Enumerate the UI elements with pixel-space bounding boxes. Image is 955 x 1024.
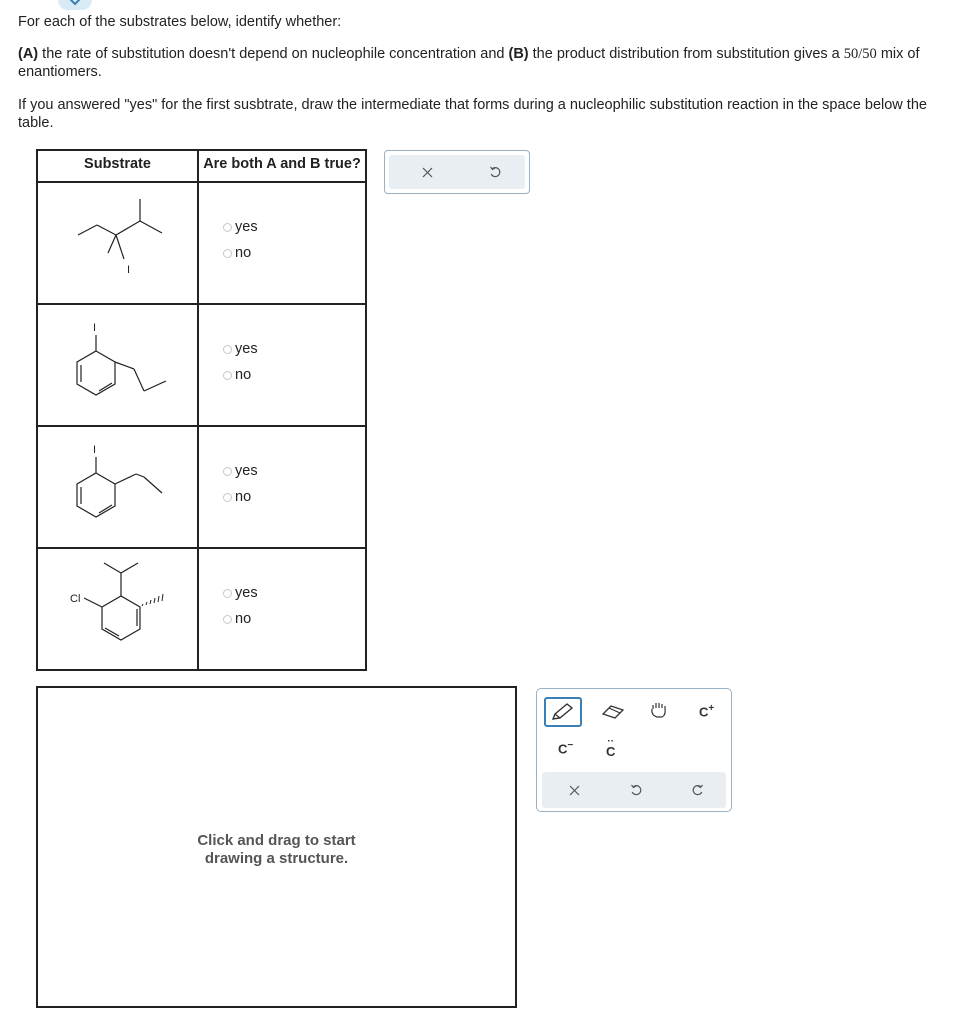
clear-drawing-button[interactable] bbox=[566, 782, 582, 798]
undo-drawing-button[interactable] bbox=[628, 782, 644, 798]
svg-text:I: I bbox=[127, 264, 131, 276]
answer-cell bbox=[198, 426, 366, 548]
substrate-cell bbox=[37, 426, 198, 548]
undo-answer-button[interactable] bbox=[487, 164, 503, 180]
question-instruction: If you answered "yes" for the first susbtrate, draw the intermediate that forms during a nucleophilic substitution reaction in the space below the table. bbox=[18, 97, 927, 131]
table-row bbox=[37, 304, 366, 426]
table-row bbox=[37, 548, 366, 670]
svg-text:I: I bbox=[93, 322, 97, 334]
svg-text:Cl: Cl bbox=[70, 593, 81, 605]
row1-yes-radio[interactable]: yes bbox=[223, 219, 258, 235]
question-conditions: (A) the rate of substitution doesn't depend on nucleophile concentration and (B) the product distribution from substitution gives a 50/50 mix of enantiomers. bbox=[18, 46, 920, 80]
clear-answer-button[interactable] bbox=[419, 164, 435, 180]
question-intro: For each of the substrates below, identify whether: bbox=[18, 14, 342, 30]
chevron-down-icon bbox=[68, 0, 82, 7]
eraser-tool-button[interactable] bbox=[599, 701, 627, 723]
substrate-cell bbox=[37, 548, 198, 670]
ratio-value: 50/50 bbox=[843, 46, 877, 62]
substrate-cell bbox=[37, 182, 198, 304]
table-row bbox=[37, 426, 366, 548]
header-answer: Are both A and B true? bbox=[198, 150, 366, 182]
x-icon bbox=[569, 785, 580, 796]
redo-drawing-button[interactable] bbox=[690, 782, 706, 798]
row1-no-radio[interactable]: no bbox=[223, 245, 251, 261]
undo-icon bbox=[489, 166, 501, 178]
row3-yes-radio[interactable]: yes bbox=[223, 463, 258, 479]
carbene-tool-button[interactable]: ·· C bbox=[606, 736, 616, 759]
row2-yes-radio[interactable]: yes bbox=[223, 341, 258, 357]
molecule-2 bbox=[38, 305, 197, 425]
part-a-label: (A) bbox=[18, 46, 39, 62]
answer-cell bbox=[198, 304, 366, 426]
header-substrate: Substrate bbox=[37, 150, 198, 182]
row3-no-radio[interactable]: no bbox=[223, 489, 251, 505]
structure-drawing-canvas[interactable] bbox=[36, 686, 517, 1008]
answer-cell bbox=[198, 182, 366, 304]
redo-icon bbox=[692, 784, 704, 796]
svg-text:I: I bbox=[93, 444, 97, 456]
molecule-3 bbox=[38, 427, 197, 547]
molecule-4 bbox=[38, 549, 197, 669]
row4-yes-radio[interactable]: yes bbox=[223, 585, 258, 601]
canvas-hint: Click and drag to start drawing a structure. bbox=[197, 832, 356, 867]
undo-icon bbox=[630, 784, 642, 796]
row2-no-radio[interactable]: no bbox=[223, 367, 251, 383]
molecule-1 bbox=[38, 183, 197, 303]
answer-toolbar bbox=[384, 150, 530, 194]
eraser-icon bbox=[600, 704, 626, 720]
carbanion-tool-button[interactable]: C− bbox=[558, 740, 574, 757]
pencil-tool-button[interactable] bbox=[544, 697, 582, 727]
collapse-chevron[interactable] bbox=[58, 0, 92, 10]
answer-cell bbox=[198, 548, 366, 670]
drawing-tools-panel bbox=[536, 688, 732, 812]
carbocation-tool-button[interactable]: C+ bbox=[699, 703, 715, 720]
table-row bbox=[37, 182, 366, 304]
substrate-table bbox=[36, 149, 367, 671]
x-icon bbox=[422, 167, 433, 178]
part-b-label: (B) bbox=[508, 46, 529, 62]
substrate-cell bbox=[37, 304, 198, 426]
hand-icon bbox=[648, 700, 670, 720]
pencil-icon bbox=[550, 702, 576, 722]
move-tool-button[interactable] bbox=[647, 699, 671, 721]
row4-no-radio[interactable]: no bbox=[223, 611, 251, 627]
